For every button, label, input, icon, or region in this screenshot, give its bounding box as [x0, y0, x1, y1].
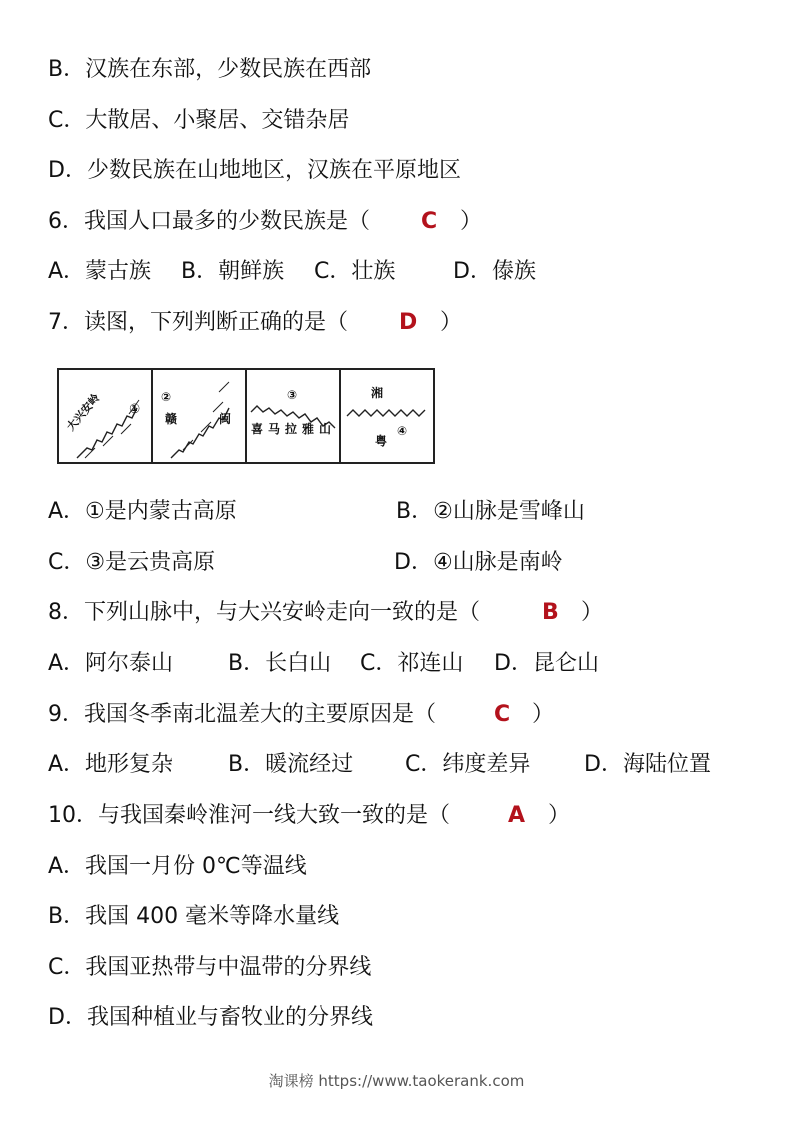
q9-option-a: A．地形复杂: [48, 752, 174, 777]
diagram-num-3: ③: [287, 388, 298, 402]
q9-stem: [48, 700, 555, 730]
q8-option-c: C．祁连山: [360, 651, 464, 676]
diagram-num-2: ②: [161, 390, 172, 404]
diagram-panel-1: [59, 370, 153, 462]
q10-close: ）: [548, 803, 571, 828]
q6-close: ）: [460, 209, 483, 234]
q6-stem-text: 6．我国人口最多的少数民族是（: [48, 209, 370, 234]
diagram-num-4: ④: [397, 424, 408, 438]
q10-stem-text: 10．与我国秦岭淮河一线大致一致的是（: [48, 803, 450, 828]
q8-stem-text: 8．下列山脉中，与大兴安岭走向一致的是（: [48, 600, 480, 625]
q5-option-c: C．大散居、小聚居、交错杂居: [48, 108, 350, 133]
q6-answer: C: [421, 209, 438, 234]
q10-stem: [48, 801, 571, 831]
q8-option-d: D．昆仑山: [494, 651, 599, 676]
q10-answer: A: [508, 803, 526, 828]
q8-answer: B: [542, 600, 559, 625]
q10-option-d: D．我国种植业与畜牧业的分界线: [48, 1005, 373, 1030]
q9-option-d: D．海陆位置: [584, 752, 711, 777]
q6-option-a: A．蒙古族: [48, 259, 152, 284]
q7-stem-text: 7．读图，下列判断正确的是（: [48, 310, 348, 335]
q8-stem: [48, 598, 604, 628]
q7-option-a: A．①是内蒙古高原: [48, 499, 237, 524]
q9-option-b: B．暖流经过: [228, 752, 354, 777]
q7-option-b: B．②山脉是雪峰山: [396, 499, 585, 524]
q9-close: ）: [532, 702, 555, 727]
q9-option-c: C．纬度差异: [405, 752, 531, 777]
q10-option-b: B．我国 400 毫米等降水量线: [48, 904, 340, 929]
q9-stem-text: 9．我国冬季南北温差大的主要原因是（: [48, 702, 436, 727]
diagram-label-himalaya: 喜马拉雅山: [251, 422, 337, 436]
q7-option-c: C．③是云贵高原: [48, 550, 216, 575]
q10-option-a: A．我国一月份 0℃等温线: [48, 854, 307, 879]
diagram-label-yue: 粤: [375, 434, 388, 448]
q6-option-b: B．朝鲜族: [181, 259, 285, 284]
diagram-panel-3: [247, 370, 341, 462]
q10-option-c: C．我国亚热带与中温带的分界线: [48, 955, 372, 980]
diagram-label-gan: 赣: [165, 412, 178, 426]
q8-option-b: B．长白山: [228, 651, 332, 676]
q5-option-b: B．汉族在东部，少数民族在西部: [48, 57, 372, 82]
q7-close: ）: [440, 310, 463, 335]
q6-option-d: D．傣族: [453, 259, 536, 284]
diagram-panel-4: [341, 370, 433, 462]
page-footer-watermark: 淘课榜 https://www.taokerank.com: [268, 1072, 525, 1090]
q9-answer: C: [494, 702, 511, 727]
diagram-label-min: 闽: [219, 412, 232, 426]
q7-option-d: D．④山脉是南岭: [394, 550, 563, 575]
q6-option-c: C．壮族: [314, 259, 396, 284]
diagram-label-xiang: 湘: [371, 386, 384, 400]
diagram-label-daxinganling: 大兴安岭: [64, 391, 103, 434]
ridge-arc-3: [247, 370, 339, 462]
q5-option-d: D．少数民族在山地地区，汉族在平原地区: [48, 158, 461, 183]
q7-stem: [48, 308, 463, 338]
diagram-panel-2: [153, 370, 247, 462]
q6-stem: [48, 207, 483, 237]
mountain-map-diagram: [57, 368, 435, 464]
q7-answer: D: [399, 310, 418, 335]
q8-option-a: A．阿尔泰山: [48, 651, 174, 676]
q8-close: ）: [581, 600, 604, 625]
diagram-num-1: ①: [129, 402, 141, 417]
